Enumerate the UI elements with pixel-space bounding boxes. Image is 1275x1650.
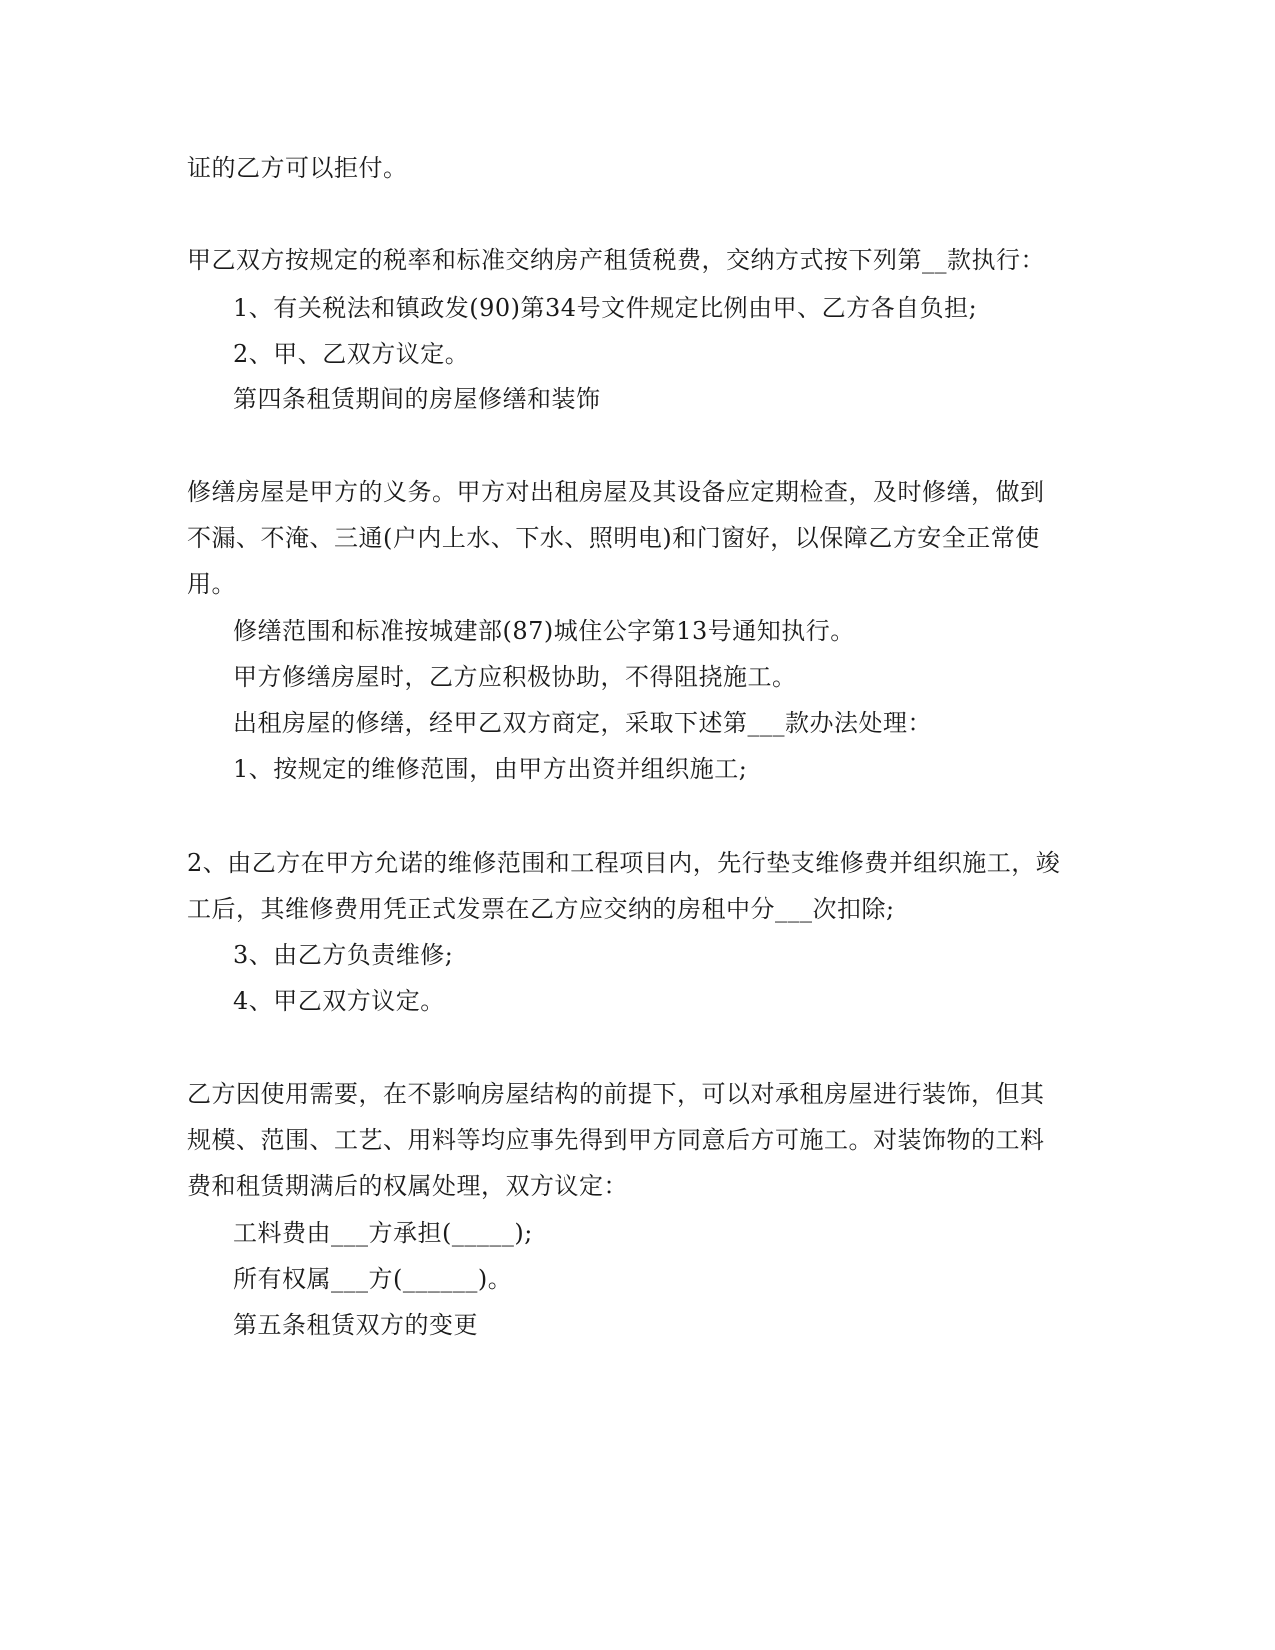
- text-line-16: 4、甲乙双方议定。: [233, 987, 445, 1015]
- text-line-9: 修缮范围和标准按城建部(87)城住公字第13号通知执行。: [233, 617, 855, 645]
- text-line-21: 所有权属___方(______)。: [233, 1265, 513, 1293]
- text-line-19: 费和租赁期满后的权属处理，双方议定：: [187, 1172, 628, 1200]
- text-line-4: 2、甲、乙双方议定。: [233, 340, 470, 368]
- text-line-7: 不漏、不淹、三通(户内上水、下水、照明电)和门窗好，以保障乙方安全正常使: [187, 524, 1040, 552]
- text-line-11: 出租房屋的修缮，经甲乙双方商定，采取下述第___款办法处理：: [233, 709, 932, 737]
- text-line-8: 用。: [187, 570, 236, 598]
- text-line-3: 1、有关税法和镇政发(90)第34号文件规定比例由甲、乙方各自负担;: [233, 294, 978, 322]
- text-line-12: 1、按规定的维修范围，由甲方出资并组织施工;: [233, 755, 748, 783]
- text-line-13: 2、由乙方在甲方允诺的维修范围和工程项目内，先行垫支维修费并组织施工，竣: [187, 849, 1061, 877]
- text-line-20: 工料费由___方承担(_____);: [233, 1219, 533, 1247]
- text-line-10: 甲方修缮房屋时，乙方应积极协助，不得阻挠施工。: [233, 663, 797, 691]
- text-line-14: 工后，其维修费用凭正式发票在乙方应交纳的房租中分___次扣除;: [187, 895, 895, 923]
- text-line-17: 乙方因使用需要，在不影响房屋结构的前提下，可以对承租房屋进行装饰，但其: [187, 1080, 1045, 1108]
- text-line-1: 证的乙方可以拒付。: [187, 154, 408, 182]
- text-line-6: 修缮房屋是甲方的义务。甲方对出租房屋及其设备应定期检查，及时修缮，做到: [187, 478, 1045, 506]
- text-line-18: 规模、范围、工艺、用料等均应事先得到甲方同意后方可施工。对装饰物的工料: [187, 1126, 1045, 1154]
- section-heading-article-5: 第五条租赁双方的变更: [233, 1311, 478, 1339]
- section-heading-article-4: 第四条租赁期间的房屋修缮和装饰: [233, 385, 601, 413]
- text-line-15: 3、由乙方负责维修;: [233, 941, 454, 969]
- text-line-2: 甲乙双方按规定的税率和标准交纳房产租赁税费，交纳方式按下列第__款执行：: [187, 246, 1045, 274]
